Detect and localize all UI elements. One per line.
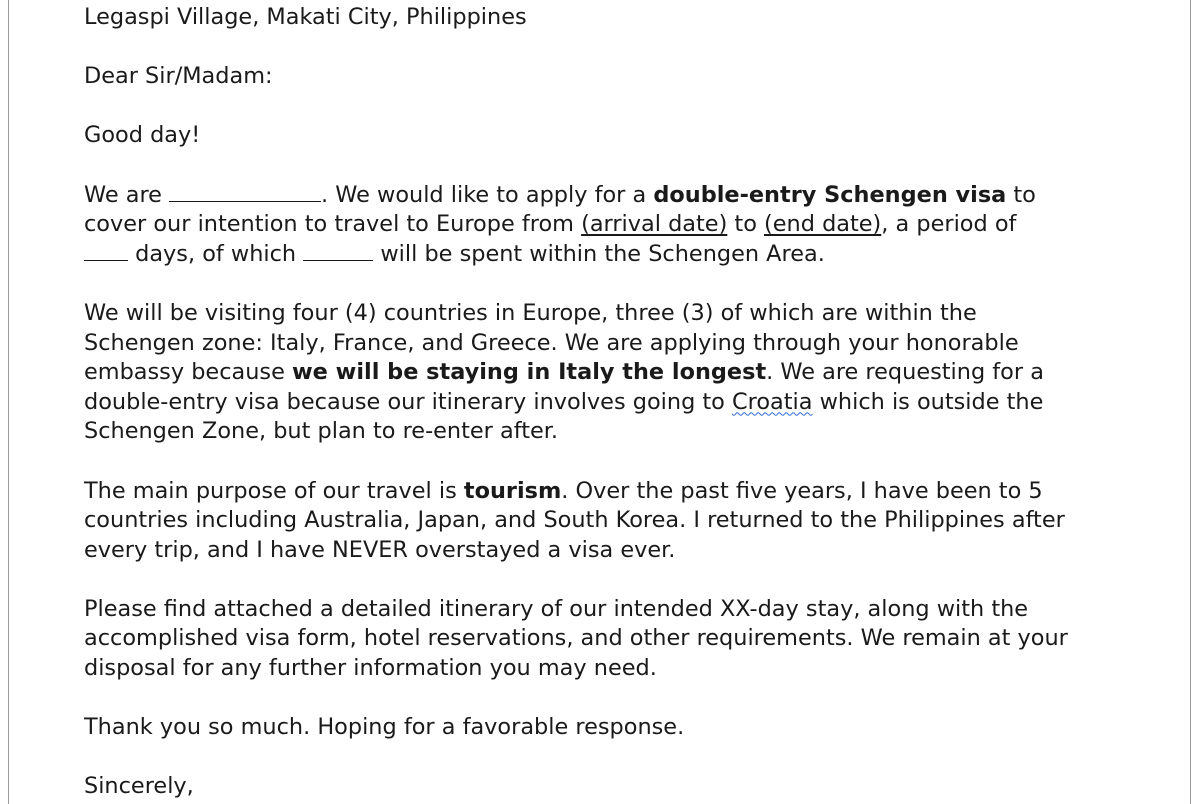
paragraph-4-line-3: disposal for any further information you may need. (84, 655, 657, 682)
paragraph-4-line-2: accomplished visa form, hotel reservations, and other requirements. We remain at your (84, 625, 1068, 652)
document-page (8, 0, 1191, 804)
paragraph-2-line-4: double-entry visa because our itinerary involves going to Croatia which is outside the (84, 388, 1044, 415)
blank-who-field (169, 181, 321, 202)
paragraph-1-line-3: days, of which will be spent within the Schengen Area. (84, 240, 1164, 270)
croatia-spellcheck-word: Croatia (732, 388, 813, 415)
greeting: Good day! (84, 122, 201, 149)
paragraph-2-line-1: We will be visiting four (4) countries in Europe, three (3) of which are within the (84, 299, 977, 326)
arrival-date-placeholder: (arrival date) (581, 211, 728, 238)
letter-body (84, 0, 1164, 802)
end-date-placeholder: (end date) (764, 211, 882, 238)
signoff: Sincerely, (84, 773, 194, 800)
address-line: Legaspi Village, Makati City, Philippines (84, 4, 527, 30)
blank-schengen-days (303, 240, 373, 261)
blank-total-days (84, 240, 128, 261)
paragraph-3-line-3: every trip, and I have NEVER overstayed a visa ever. (84, 536, 676, 563)
paragraph-3-line-1: The main purpose of our travel is tourism. Over the past five years, I have been to 5 (84, 477, 1043, 504)
paragraph-4-line-1: Please find attached a detailed itinerary of our intended XX-day stay, along with the (84, 595, 1029, 622)
paragraph-2-line-5: Schengen Zone, but plan to re-enter after. (84, 418, 559, 445)
paragraph-3-line-2: countries including Australia, Japan, and South Korea. I returned to the Philippines after (84, 507, 1065, 534)
paragraph-2-line-3: embassy because we will be staying in Italy the longest. We are requesting for a (84, 359, 1044, 386)
paragraph-2-line-2: Schengen zone: Italy, France, and Greece. We are applying through your honorable (84, 329, 1019, 356)
paragraph-1-line-1: We are . We would like to apply for a double-entry Schengen visa to (84, 181, 1036, 208)
closing-thanks: Thank you so much. Hoping for a favorable response. (84, 714, 685, 741)
paragraph-1-line-2: cover our intention to travel to Europe from (arrival date) to (end date), a period of (84, 211, 1017, 238)
salutation: Dear Sir/Madam: (84, 63, 273, 90)
